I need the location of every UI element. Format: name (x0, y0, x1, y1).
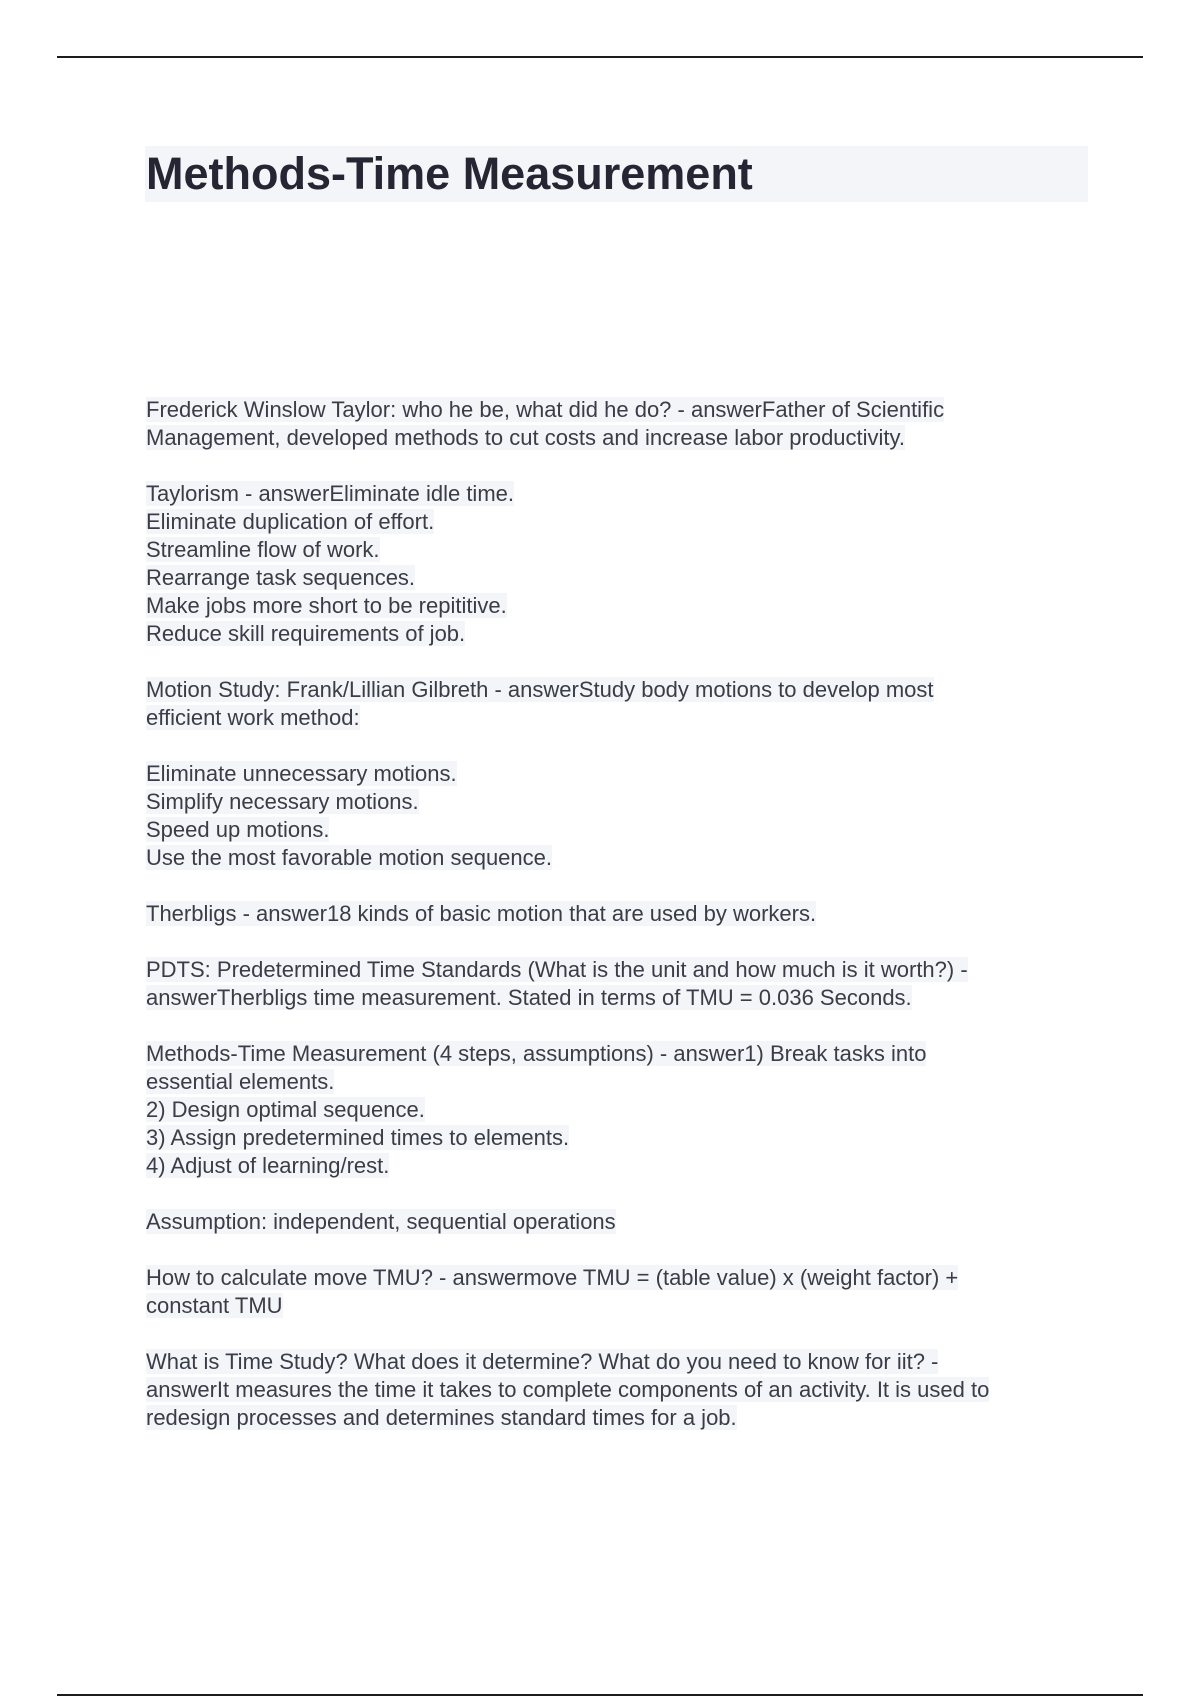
text-line: PDTS: Predetermined Time Standards (What is the unit and how much is it worth?) - (146, 957, 968, 982)
text-line: Management, developed methods to cut costs and increase labor productivity. (146, 425, 906, 450)
text-line: constant TMU (146, 1293, 283, 1318)
text-line: Speed up motions. (146, 817, 330, 842)
text-line: Taylorism - answerEliminate idle time. (146, 481, 514, 506)
qa-block (146, 956, 1096, 1012)
page-title: Methods-Time Measurement (146, 148, 753, 199)
text-line: Use the most favorable motion sequence. (146, 845, 553, 870)
text-line: 2) Design optimal sequence. (146, 1097, 425, 1122)
bottom-rule (57, 1694, 1143, 1696)
text-line: Assumption: independent, sequential operations (146, 1209, 616, 1234)
text-line: answerIt measures the time it takes to complete components of an activity. It is used to (146, 1377, 990, 1402)
qa-block (146, 760, 1096, 872)
qa-block (146, 1208, 1096, 1236)
top-rule (57, 56, 1143, 58)
qa-block (146, 1264, 1096, 1320)
text-line: redesign processes and determines standard times for a job. (146, 1405, 737, 1430)
text-line: Motion Study: Frank/Lillian Gilbreth - answerStudy body motions to develop most (146, 677, 934, 702)
document-body (146, 396, 1096, 1460)
text-line: Frederick Winslow Taylor: who he be, what did he do? - answerFather of Scientific (146, 397, 945, 422)
text-line: Eliminate unnecessary motions. (146, 761, 457, 786)
qa-block (146, 396, 1096, 452)
text-line: Make jobs more short to be repititive. (146, 593, 507, 618)
text-line: essential elements. (146, 1069, 335, 1094)
qa-block (146, 676, 1096, 732)
text-line: Therbligs - answer18 kinds of basic motion that are used by workers. (146, 901, 817, 926)
qa-block (146, 1348, 1096, 1432)
text-line: 4) Adjust of learning/rest. (146, 1153, 390, 1178)
text-line: Rearrange task sequences. (146, 565, 416, 590)
text-line: What is Time Study? What does it determine? What do you need to know for iit? - (146, 1349, 939, 1374)
text-line: How to calculate move TMU? - answermove TMU = (table value) x (weight factor) + (146, 1265, 959, 1290)
text-line: Methods-Time Measurement (4 steps, assumptions) - answer1) Break tasks into (146, 1041, 927, 1066)
text-line: Eliminate duplication of effort. (146, 509, 435, 534)
qa-block (146, 900, 1096, 928)
qa-block (146, 480, 1096, 648)
text-line: answerTherbligs time measurement. Stated in terms of TMU = 0.036 Seconds. (146, 985, 912, 1010)
text-line: 3) Assign predetermined times to elements. (146, 1125, 570, 1150)
text-line: Reduce skill requirements of job. (146, 621, 466, 646)
text-line: Streamline flow of work. (146, 537, 380, 562)
qa-block (146, 1040, 1096, 1180)
text-line: Simplify necessary motions. (146, 789, 419, 814)
text-line: efficient work method: (146, 705, 360, 730)
